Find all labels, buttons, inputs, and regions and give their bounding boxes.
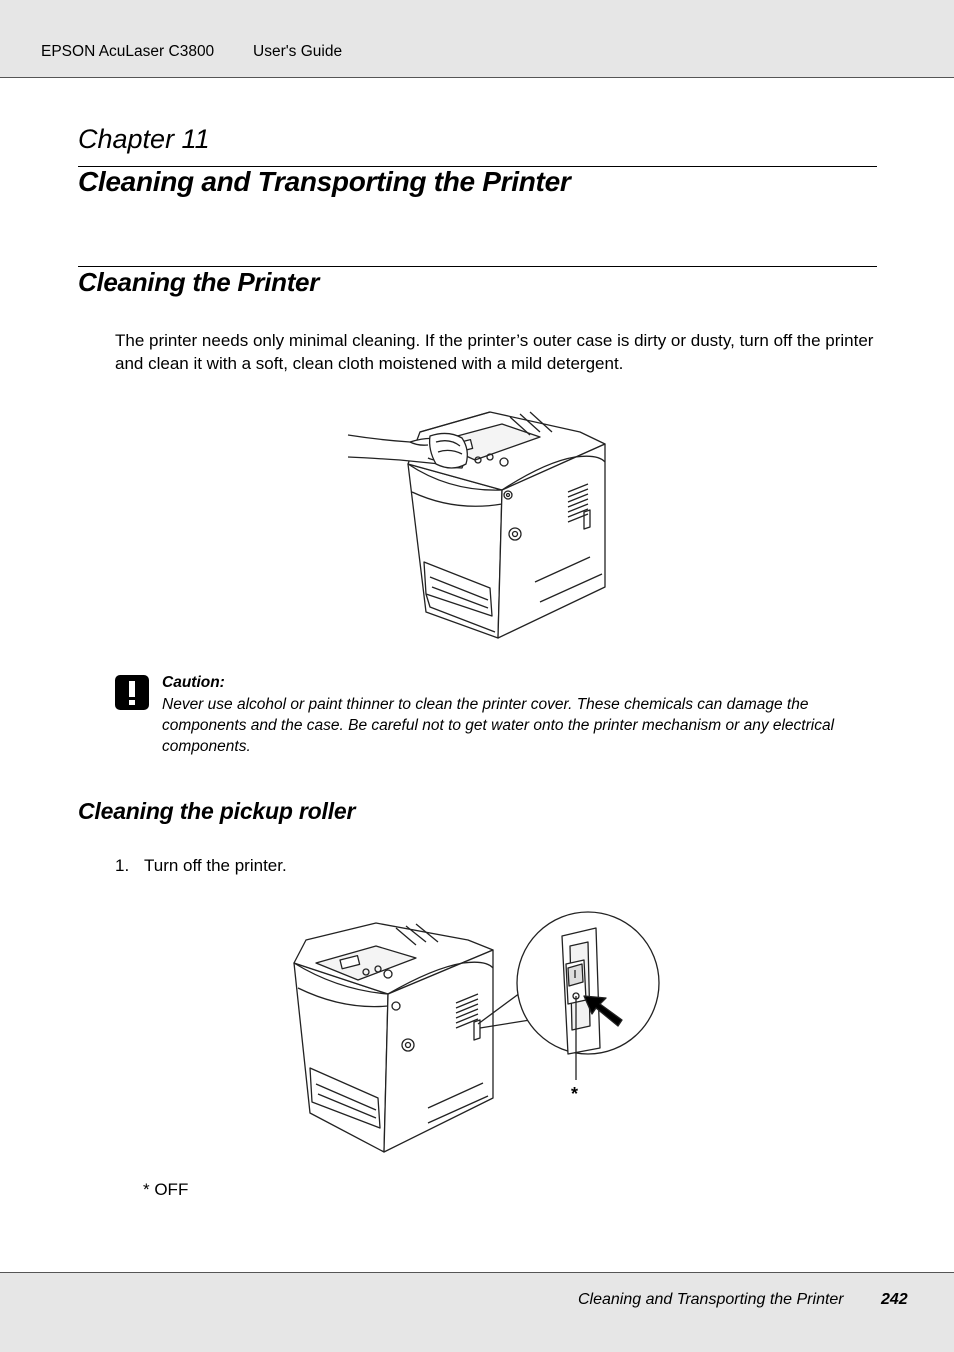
header-guide: User's Guide — [253, 43, 343, 60]
power-switch-illustration — [288, 908, 668, 1158]
step-item — [115, 856, 287, 876]
step-number: 1. — [115, 856, 130, 875]
footer-title: Cleaning and Transporting the Printer — [578, 1291, 844, 1308]
subsection-title: Cleaning the pickup roller — [78, 798, 356, 824]
section-title: Cleaning the Printer — [78, 267, 320, 297]
page-footer — [0, 1272, 954, 1352]
caution-text: Never use alcohol or paint thinner to clean the printer cover. These chemicals can damage the components and the case. Be careful not to get water onto the printer mechanism or any electrical components. — [162, 696, 835, 755]
figure-footnote: * OFF — [143, 1180, 189, 1199]
header-product: EPSON AcuLaser C3800 — [41, 43, 215, 60]
page-number: 242 — [881, 1291, 908, 1308]
chapter-label: Chapter 11 — [78, 124, 210, 154]
page-header — [0, 0, 954, 78]
caution-label: Caution: — [162, 674, 225, 691]
section-paragraph: The printer needs only minimal cleaning. If the printer’s outer case is dirty or dusty, turn off the printer and clean it with a soft, clean cloth moistened with a mild detergent. — [115, 331, 874, 373]
caution-icon — [115, 675, 149, 710]
step-text: Turn off the printer. — [144, 856, 287, 875]
chapter-title: Cleaning and Transporting the Printer — [78, 166, 571, 197]
switch-callout-label: * — [571, 1084, 579, 1104]
printer-cleaning-illustration — [340, 402, 615, 647]
